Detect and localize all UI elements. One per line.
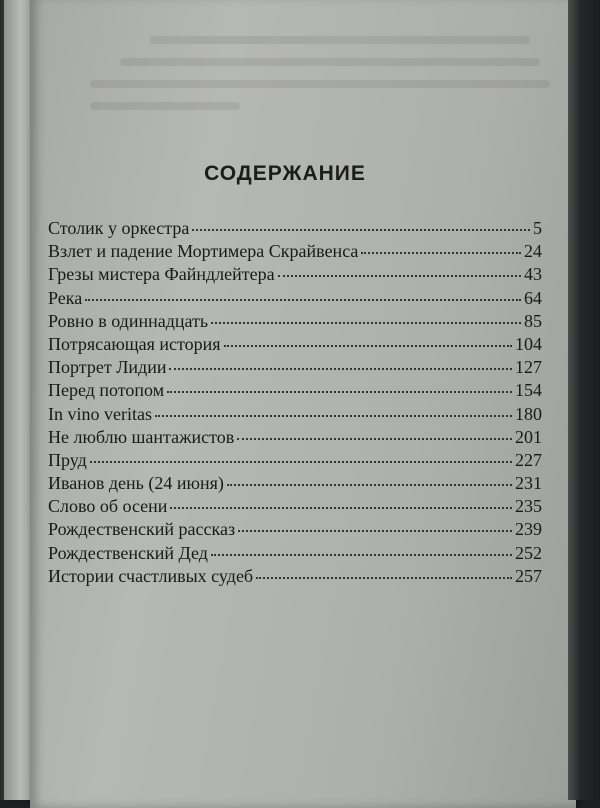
toc-entry-title: Река (48, 287, 83, 308)
toc-entry-title: Столик у оркестра (48, 218, 190, 238)
dot-leader (211, 553, 512, 556)
toc-entry-title: Потрясающая история (48, 333, 221, 354)
show-through-text (90, 80, 550, 88)
dot-leader (167, 390, 512, 393)
toc-entry-title: Перед потопом (48, 380, 165, 401)
toc-entry-title: Ровно в одиннадцать (48, 310, 209, 331)
dot-leader (169, 367, 512, 370)
toc-entry-title: Пруд (48, 449, 87, 470)
toc-entry-page-number: 5 (533, 218, 542, 238)
toc-entry-page-number: 127 (515, 357, 542, 378)
toc-title: СОДЕРЖАНИЕ (204, 162, 366, 186)
dot-leader (238, 529, 512, 532)
show-through-text (150, 36, 530, 44)
show-through-text (120, 58, 540, 66)
toc-entry-page-number: 180 (515, 403, 542, 424)
toc-entry (48, 218, 542, 241)
toc-entry-page-number: 85 (524, 310, 542, 331)
dot-leader (85, 298, 521, 301)
toc-entry (48, 566, 542, 589)
previous-page-edge (4, 0, 32, 800)
toc-entry-page-number: 239 (515, 519, 542, 540)
toc-entry-page-number: 201 (515, 426, 542, 447)
toc-entry (48, 334, 542, 357)
dot-leader (192, 228, 530, 231)
toc-entry-title: In vino veritas (48, 403, 152, 424)
show-through-text (90, 102, 240, 110)
toc-entry-page-number: 227 (515, 449, 542, 470)
toc-entry-title: Истории счастливых судеб (48, 565, 254, 586)
toc-entry (48, 404, 542, 427)
dot-leader (237, 437, 512, 440)
toc-entry-page-number: 104 (515, 333, 542, 354)
toc-entry-page-number: 235 (515, 496, 542, 517)
toc-entry-title: Иванов день (24 июня) (48, 473, 224, 494)
toc-entry (48, 496, 542, 519)
toc-entry-page-number: 252 (515, 542, 542, 563)
toc-entry (48, 543, 542, 566)
dot-leader (211, 321, 521, 324)
toc-entry-page-number: 64 (524, 287, 542, 308)
toc-entry-page-number: 154 (515, 380, 542, 401)
toc-entry-title: Рождественский рассказ (48, 519, 236, 540)
dot-leader (256, 576, 512, 579)
toc-entry-title: Не люблю шантажистов (48, 426, 235, 447)
toc-entry-page-number: 231 (515, 473, 542, 494)
dot-leader (170, 506, 512, 509)
toc-entry (48, 357, 542, 380)
toc-entry (48, 473, 542, 496)
dot-leader (224, 344, 512, 347)
page-stack-edge (568, 0, 600, 800)
dot-leader (90, 460, 512, 463)
toc-entry (48, 264, 542, 287)
toc-entry-page-number: 24 (524, 241, 542, 262)
toc-entry-title: Слово об осени (48, 496, 168, 517)
toc-entry (48, 380, 542, 403)
toc-entry (48, 311, 542, 334)
toc-entry (48, 288, 542, 311)
toc-entry (48, 241, 542, 264)
toc-entry-title: Взлет и падение Мортимера Скрайвенса (48, 241, 359, 262)
dot-leader (361, 251, 521, 254)
toc-entry (48, 450, 542, 473)
toc-entry-page-number: 43 (524, 264, 542, 285)
dot-leader (278, 274, 521, 277)
toc-entry-title: Грезы мистера Файндлейтера (48, 264, 275, 285)
dot-leader (227, 483, 512, 486)
toc-entry (48, 427, 542, 450)
toc-entry (48, 519, 542, 542)
toc-entry-page-number: 257 (515, 565, 542, 586)
table-of-contents (48, 218, 542, 589)
toc-entry-title: Рождественский Дед (48, 542, 208, 563)
dot-leader (155, 414, 512, 417)
toc-entry-title: Портрет Лидии (48, 357, 167, 378)
